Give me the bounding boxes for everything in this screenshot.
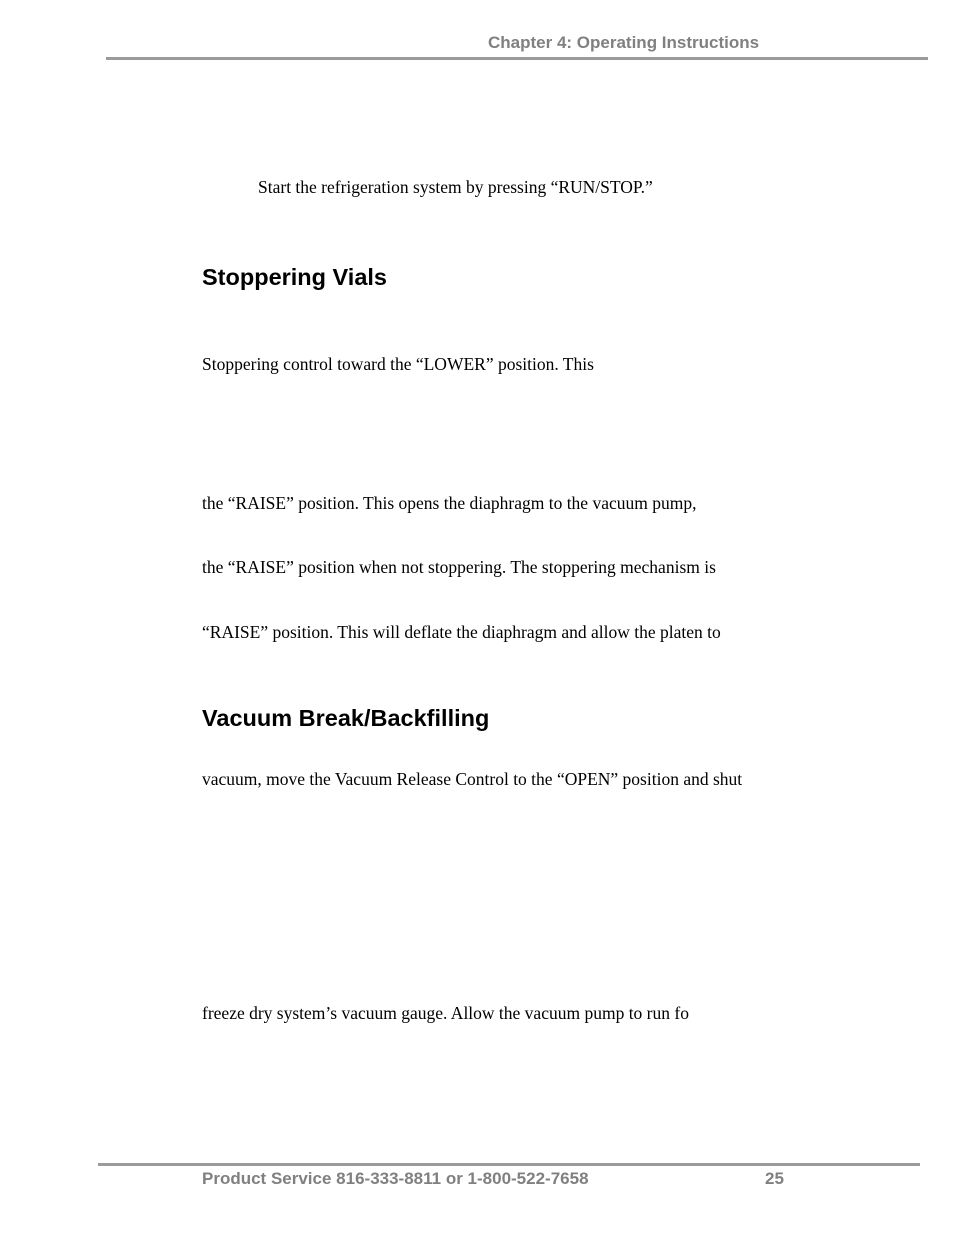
stoppering-lower-text: Stoppering control toward the “LOWER” position. This [202,354,594,374]
page-number: 25 [765,1169,784,1188]
chapter-title: Chapter 4: Operating Instructions [488,33,760,52]
refrigeration-instruction: Start the refrigeration system by pressing “RUN/STOP.” [258,177,653,197]
section-heading-vacuum-break: Vacuum Break/Backfilling [202,705,490,731]
footer-divider [98,1163,920,1166]
vacuum-release-text: vacuum, move the Vacuum Release Control to the “OPEN” position and shut [202,769,743,789]
raise-opens-diaphragm-text: the “RAISE” position. This opens the diaphragm to the vacuum pump, [202,493,697,513]
raise-deflate-text: “RAISE” position. This will deflate the diaphragm and allow the platen to [202,622,721,642]
raise-not-stoppering-text: the “RAISE” position when not stoppering. The stoppering mechanism is [202,557,716,577]
header-divider [106,57,928,60]
vacuum-gauge-text: freeze dry system’s vacuum gauge. Allow the vacuum pump to run fo [202,1003,689,1023]
section-heading-stoppering-vials: Stoppering Vials [202,264,387,290]
product-service-contact: Product Service 816-333-8811 or 1-800-522-7658 [202,1169,589,1188]
